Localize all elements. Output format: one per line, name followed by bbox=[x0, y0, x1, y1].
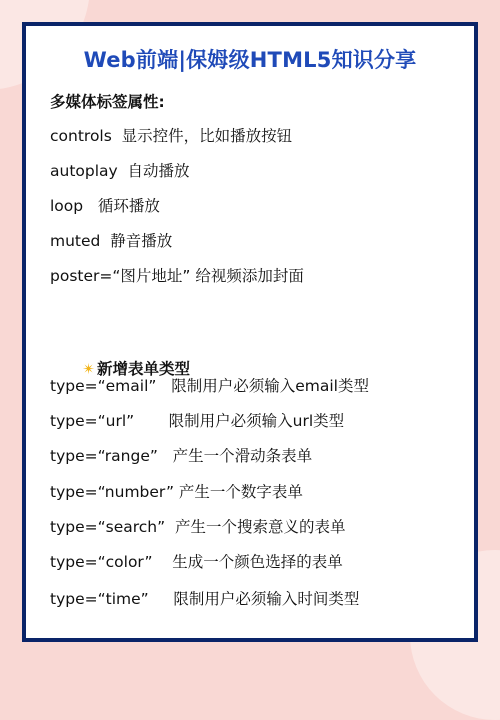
form-type-color: type=“color” 生成一个颜色选择的表单 bbox=[50, 553, 343, 571]
multimedia-attribute-muted: muted 静音播放 bbox=[50, 232, 173, 250]
new-form-types-heading-text: 新增表单类型 bbox=[96, 360, 190, 378]
form-type-number: type=“number” 产生一个数字表单 bbox=[50, 483, 303, 501]
multimedia-attribute-controls: controls 显示控件，比如播放按钮 bbox=[50, 127, 293, 145]
form-type-search: type=“search” 产生一个搜索意义的表单 bbox=[50, 518, 346, 536]
content-card bbox=[22, 22, 478, 642]
multimedia-attributes-heading: 多媒体标签属性: bbox=[50, 93, 165, 111]
page-title: Web前端|保姆级HTML5知识分享 bbox=[83, 48, 417, 72]
sparkle-icon: ✴ bbox=[82, 360, 95, 378]
form-type-email: type=“email” 限制用户必须输入email类型 bbox=[50, 377, 369, 395]
multimedia-attribute-loop: loop 循环播放 bbox=[50, 197, 160, 215]
multimedia-attribute-autoplay: autoplay 自动播放 bbox=[50, 162, 190, 180]
form-type-range: type=“range” 产生一个滑动条表单 bbox=[50, 447, 313, 465]
form-type-time: type=“time” 限制用户必须输入时间类型 bbox=[50, 590, 360, 608]
multimedia-attribute-poster: poster=“图片地址” 给视频添加封面 bbox=[50, 267, 304, 285]
form-type-url: type=“url” 限制用户必须输入url类型 bbox=[50, 412, 345, 430]
